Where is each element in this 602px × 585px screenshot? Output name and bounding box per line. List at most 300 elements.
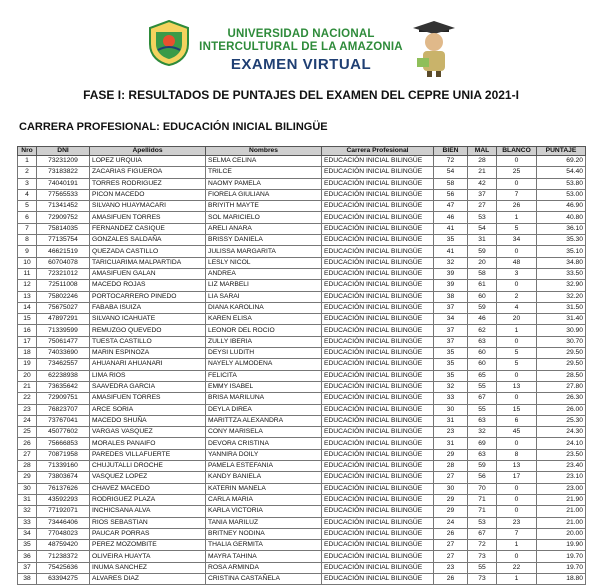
- cell-blanco: 0: [497, 438, 537, 449]
- cell-carrera: EDUCACIÓN INICIAL BILINGÜE: [322, 381, 434, 392]
- cell-dni: 77192071: [37, 506, 90, 517]
- cell-dni: 47897291: [37, 314, 90, 325]
- cell-carrera: EDUCACIÓN INICIAL BILINGÜE: [322, 370, 434, 381]
- cell-nombres: CRISTINA CASTAÑELA: [206, 573, 322, 584]
- cell-apellidos: MACEDO ROJAS: [90, 280, 206, 291]
- cell-bien: 26: [434, 528, 468, 539]
- cell-nombres: SOL MARICIELO: [206, 212, 322, 223]
- cell-puntaje: 21.00: [537, 506, 586, 517]
- cell-bien: 29: [434, 506, 468, 517]
- cell-bien: 31: [434, 438, 468, 449]
- cell-dni: 75675027: [37, 302, 90, 313]
- cell-puntaje: 21.90: [537, 494, 586, 505]
- cell-dni: 43592293: [37, 494, 90, 505]
- table-row: [18, 235, 586, 246]
- cell-carrera: EDUCACIÓN INICIAL BILINGÜE: [322, 246, 434, 257]
- cell-bien: 27: [434, 551, 468, 562]
- cell-dni: 72511008: [37, 280, 90, 291]
- cell-nombres: NAOMY PAMELA: [206, 178, 322, 189]
- cell-nro: 29: [18, 472, 37, 483]
- cell-nombres: JULISSA MARGARITA: [206, 246, 322, 257]
- cell-nro: 19: [18, 359, 37, 370]
- cell-blanco: 0: [497, 156, 537, 167]
- cell-dni: 73231209: [37, 156, 90, 167]
- cell-apellidos: INCHICSANA ALVA: [90, 506, 206, 517]
- cell-nro: 26: [18, 438, 37, 449]
- cell-blanco: 1: [497, 540, 537, 551]
- table-row: [18, 404, 586, 415]
- cell-nombres: DIANA KAROLINA: [206, 302, 322, 313]
- cell-bien: 37: [434, 325, 468, 336]
- cell-dni: 73183822: [37, 167, 90, 178]
- cell-nro: 3: [18, 178, 37, 189]
- table-row: [18, 325, 586, 336]
- cell-mal: 58: [468, 268, 497, 279]
- cell-blanco: 17: [497, 472, 537, 483]
- cell-nombres: EMMY ISABEL: [206, 381, 322, 392]
- cell-apellidos: REMUZGO QUEVEDO: [90, 325, 206, 336]
- cell-puntaje: 32.20: [537, 291, 586, 302]
- cell-mal: 55: [468, 381, 497, 392]
- cell-dni: 62238938: [37, 370, 90, 381]
- cell-nro: 34: [18, 528, 37, 539]
- cell-dni: 74040191: [37, 178, 90, 189]
- table-row: [18, 223, 586, 234]
- cell-bien: 27: [434, 472, 468, 483]
- cell-nro: 1: [18, 156, 37, 167]
- cell-apellidos: TUESTA CASTILLO: [90, 336, 206, 347]
- university-name-line2: INTERCULTURAL DE LA AMAZONIA: [199, 41, 403, 53]
- cell-carrera: EDUCACIÓN INICIAL BILINGÜE: [322, 268, 434, 279]
- cell-blanco: 0: [497, 280, 537, 291]
- cell-blanco: 0: [497, 551, 537, 562]
- cell-puntaje: 23.10: [537, 472, 586, 483]
- table-row: [18, 562, 586, 573]
- cell-mal: 60: [468, 348, 497, 359]
- cell-nro: 13: [18, 291, 37, 302]
- cell-puntaje: 20.00: [537, 528, 586, 539]
- cell-mal: 63: [468, 449, 497, 460]
- cell-nombres: FELICITA: [206, 370, 322, 381]
- cell-puntaje: 53.00: [537, 189, 586, 200]
- cell-bien: 35: [434, 370, 468, 381]
- cell-mal: 56: [468, 472, 497, 483]
- cell-dni: 72909751: [37, 393, 90, 404]
- cell-nombres: LESLY NICOL: [206, 257, 322, 268]
- cell-mal: 63: [468, 336, 497, 347]
- cell-puntaje: 27.80: [537, 381, 586, 392]
- cell-carrera: EDUCACIÓN INICIAL BILINGÜE: [322, 517, 434, 528]
- table-row: [18, 483, 586, 494]
- cell-apellidos: PEREZ MOZOMBITE: [90, 540, 206, 551]
- cell-puntaje: 19.70: [537, 551, 586, 562]
- cell-nro: 5: [18, 201, 37, 212]
- table-row: [18, 336, 586, 347]
- cell-nombres: NAYELY ALMODENA: [206, 359, 322, 370]
- table-row: [18, 348, 586, 359]
- cell-nro: 23: [18, 404, 37, 415]
- cell-apellidos: RIOS SEBASTIAN: [90, 517, 206, 528]
- cell-nombres: MAYRA TAHINA: [206, 551, 322, 562]
- cell-dni: 72321012: [37, 268, 90, 279]
- cell-puntaje: 23.40: [537, 461, 586, 472]
- cell-mal: 20: [468, 257, 497, 268]
- cell-mal: 53: [468, 212, 497, 223]
- cell-puntaje: 18.80: [537, 573, 586, 584]
- cell-carrera: EDUCACIÓN INICIAL BILINGÜE: [322, 189, 434, 200]
- cell-apellidos: AHUANARI AHUANARI: [90, 359, 206, 370]
- cell-dni: 72909752: [37, 212, 90, 223]
- cell-blanco: 0: [497, 494, 537, 505]
- cell-bien: 32: [434, 381, 468, 392]
- cell-bien: 35: [434, 235, 468, 246]
- cell-mal: 69: [468, 438, 497, 449]
- cell-bien: 47: [434, 201, 468, 212]
- cell-carrera: EDUCACIÓN INICIAL BILINGÜE: [322, 314, 434, 325]
- table-row: [18, 472, 586, 483]
- table-row: [18, 528, 586, 539]
- cell-dni: 60704078: [37, 257, 90, 268]
- cell-puntaje: 32.90: [537, 280, 586, 291]
- cell-nombres: BRISA MARILUNA: [206, 393, 322, 404]
- cell-blanco: 2: [497, 291, 537, 302]
- cell-apellidos: INUMA SANCHEZ: [90, 562, 206, 573]
- cell-blanco: 5: [497, 359, 537, 370]
- cell-apellidos: SAAVEDRA GARCIA: [90, 381, 206, 392]
- cell-bien: 33: [434, 393, 468, 404]
- cell-carrera: EDUCACIÓN INICIAL BILINGÜE: [322, 348, 434, 359]
- cell-nro: 31: [18, 494, 37, 505]
- cell-dni: 48759420: [37, 540, 90, 551]
- document-header: [0, 0, 602, 86]
- cell-blanco: 22: [497, 562, 537, 573]
- cell-nombres: LEONOR DEL ROCIO: [206, 325, 322, 336]
- cell-puntaje: 33.50: [537, 268, 586, 279]
- cell-nro: 4: [18, 189, 37, 200]
- cell-nro: 30: [18, 483, 37, 494]
- cell-carrera: EDUCACIÓN INICIAL BILINGÜE: [322, 427, 434, 438]
- cell-bien: 41: [434, 223, 468, 234]
- university-name-line1: UNIVERSIDAD NACIONAL: [227, 28, 375, 40]
- cell-nombres: PAMELA ESTEFANIA: [206, 461, 322, 472]
- cell-nro: 25: [18, 427, 37, 438]
- cell-nro: 28: [18, 461, 37, 472]
- cell-carrera: EDUCACIÓN INICIAL BILINGÜE: [322, 280, 434, 291]
- cell-bien: 35: [434, 359, 468, 370]
- cell-nro: 7: [18, 223, 37, 234]
- cell-carrera: EDUCACIÓN INICIAL BILINGÜE: [322, 528, 434, 539]
- cell-apellidos: AMASIFUEN TORRES: [90, 212, 206, 223]
- cell-dni: 75425636: [37, 562, 90, 573]
- cell-carrera: EDUCACIÓN INICIAL BILINGÜE: [322, 573, 434, 584]
- table-row: [18, 189, 586, 200]
- cell-mal: 63: [468, 415, 497, 426]
- cell-puntaje: 69.20: [537, 156, 586, 167]
- cell-nro: 18: [18, 348, 37, 359]
- cell-mal: 37: [468, 189, 497, 200]
- cell-carrera: EDUCACIÓN INICIAL BILINGÜE: [322, 506, 434, 517]
- cell-puntaje: 54.40: [537, 167, 586, 178]
- table-row: [18, 551, 586, 562]
- cell-blanco: 8: [497, 449, 537, 460]
- cell-nombres: LIZ MARBELI: [206, 280, 322, 291]
- cell-dni: 73803674: [37, 472, 90, 483]
- cell-nombres: DEYLA DIREA: [206, 404, 322, 415]
- cell-mal: 59: [468, 302, 497, 313]
- cell-carrera: EDUCACIÓN INICIAL BILINGÜE: [322, 415, 434, 426]
- cell-apellidos: ALVARES DIAZ: [90, 573, 206, 584]
- cell-dni: 74033690: [37, 348, 90, 359]
- cell-nro: 32: [18, 506, 37, 517]
- cell-nombres: CARLA MARIA: [206, 494, 322, 505]
- cell-dni: 76823707: [37, 404, 90, 415]
- cell-puntaje: 31.50: [537, 302, 586, 313]
- cell-carrera: EDUCACIÓN INICIAL BILINGÜE: [322, 494, 434, 505]
- cell-carrera: EDUCACIÓN INICIAL BILINGÜE: [322, 302, 434, 313]
- cell-puntaje: 35.30: [537, 235, 586, 246]
- cell-bien: 35: [434, 348, 468, 359]
- table-row: [18, 415, 586, 426]
- table-row: [18, 314, 586, 325]
- cell-blanco: 6: [497, 415, 537, 426]
- cell-nombres: FIORELA GIULIANA: [206, 189, 322, 200]
- cell-blanco: 0: [497, 246, 537, 257]
- cell-nombres: DEVORA CRISTINA: [206, 438, 322, 449]
- cell-apellidos: PAREDES VILLAFUERTE: [90, 449, 206, 460]
- cell-blanco: 25: [497, 167, 537, 178]
- cell-mal: 67: [468, 393, 497, 404]
- cell-apellidos: VARGAS VASQUEZ: [90, 427, 206, 438]
- results-table-body: [18, 156, 586, 585]
- cell-blanco: 13: [497, 461, 537, 472]
- cell-mal: 54: [468, 223, 497, 234]
- cell-puntaje: 23.00: [537, 483, 586, 494]
- cell-apellidos: MACEDO SHUÑA: [90, 415, 206, 426]
- cell-apellidos: ARCE SORIA: [90, 404, 206, 415]
- cell-blanco: 23: [497, 517, 537, 528]
- cell-mal: 71: [468, 494, 497, 505]
- cell-dni: 71339160: [37, 461, 90, 472]
- cell-dni: 73462557: [37, 359, 90, 370]
- cell-mal: 65: [468, 370, 497, 381]
- cell-nro: 14: [18, 302, 37, 313]
- cell-blanco: 0: [497, 178, 537, 189]
- cell-puntaje: 29.50: [537, 348, 586, 359]
- cell-bien: 27: [434, 540, 468, 551]
- cell-puntaje: 30.90: [537, 325, 586, 336]
- cell-apellidos: TORRES RODRIGUEZ: [90, 178, 206, 189]
- cell-puntaje: 35.10: [537, 246, 586, 257]
- cell-dni: 73767041: [37, 415, 90, 426]
- cell-mal: 55: [468, 562, 497, 573]
- cell-nro: 17: [18, 336, 37, 347]
- cell-nombres: ZULLY IBERIA: [206, 336, 322, 347]
- table-row: [18, 178, 586, 189]
- cell-dni: 71341452: [37, 201, 90, 212]
- cell-mal: 62: [468, 325, 497, 336]
- cell-dni: 71238372: [37, 551, 90, 562]
- table-row: [18, 212, 586, 223]
- cell-mal: 46: [468, 314, 497, 325]
- career-heading: CARRERA PROFESIONAL: EDUCACIÓN INICIAL BILINGÜE: [19, 121, 328, 133]
- cell-nombres: TRILCE: [206, 167, 322, 178]
- cell-blanco: 45: [497, 427, 537, 438]
- cell-carrera: EDUCACIÓN INICIAL BILINGÜE: [322, 438, 434, 449]
- cell-carrera: EDUCACIÓN INICIAL BILINGÜE: [322, 201, 434, 212]
- cell-apellidos: PICON MACEDO: [90, 189, 206, 200]
- table-row: [18, 201, 586, 212]
- cell-nro: 2: [18, 167, 37, 178]
- cell-blanco: 1: [497, 325, 537, 336]
- cell-mal: 59: [468, 246, 497, 257]
- cell-blanco: 15: [497, 404, 537, 415]
- cell-nombres: THALIA GERMITA: [206, 540, 322, 551]
- cell-nro: 27: [18, 449, 37, 460]
- cell-puntaje: 26.30: [537, 393, 586, 404]
- cell-nro: 33: [18, 517, 37, 528]
- cell-mal: 60: [468, 291, 497, 302]
- cell-bien: 56: [434, 189, 468, 200]
- cell-apellidos: SILVANO HUAYMACARI: [90, 201, 206, 212]
- table-row: [18, 540, 586, 551]
- column-header-blanco: BLANCO: [497, 147, 537, 156]
- cell-blanco: 7: [497, 189, 537, 200]
- cell-nro: 9: [18, 246, 37, 257]
- cell-puntaje: 30.70: [537, 336, 586, 347]
- cell-nombres: ROSA ARMINDA: [206, 562, 322, 573]
- cell-dni: 75666853: [37, 438, 90, 449]
- cell-carrera: EDUCACIÓN INICIAL BILINGÜE: [322, 167, 434, 178]
- cell-apellidos: FERNANDEZ CASIQUE: [90, 223, 206, 234]
- cell-mal: 32: [468, 427, 497, 438]
- table-row: [18, 449, 586, 460]
- cell-apellidos: CHAVEZ MACEDO: [90, 483, 206, 494]
- cell-nombres: LIA SARAI: [206, 291, 322, 302]
- cell-puntaje: 28.50: [537, 370, 586, 381]
- cell-puntaje: 34.80: [537, 257, 586, 268]
- cell-dni: 71339599: [37, 325, 90, 336]
- cell-blanco: 3: [497, 268, 537, 279]
- table-row: [18, 280, 586, 291]
- cell-mal: 73: [468, 573, 497, 584]
- cell-dni: 77135754: [37, 235, 90, 246]
- cell-blanco: 0: [497, 506, 537, 517]
- cell-carrera: EDUCACIÓN INICIAL BILINGÜE: [322, 235, 434, 246]
- cell-dni: 70871958: [37, 449, 90, 460]
- column-header-nombres: Nombres: [206, 147, 322, 156]
- cell-carrera: EDUCACIÓN INICIAL BILINGÜE: [322, 472, 434, 483]
- table-row: [18, 427, 586, 438]
- cell-nro: 21: [18, 381, 37, 392]
- cell-mal: 72: [468, 540, 497, 551]
- cell-carrera: EDUCACIÓN INICIAL BILINGÜE: [322, 291, 434, 302]
- cell-carrera: EDUCACIÓN INICIAL BILINGÜE: [322, 540, 434, 551]
- table-row: [18, 381, 586, 392]
- cell-puntaje: 36.10: [537, 223, 586, 234]
- cell-bien: 29: [434, 494, 468, 505]
- cell-bien: 31: [434, 415, 468, 426]
- cell-nombres: SELMA CELINA: [206, 156, 322, 167]
- cell-puntaje: 25.30: [537, 415, 586, 426]
- cell-nro: 16: [18, 325, 37, 336]
- table-row: [18, 291, 586, 302]
- cell-puntaje: 24.10: [537, 438, 586, 449]
- cell-nombres: BRISSY DANIELA: [206, 235, 322, 246]
- cell-blanco: 5: [497, 223, 537, 234]
- cell-mal: 71: [468, 506, 497, 517]
- cell-apellidos: PORTOCARRERO PINEDO: [90, 291, 206, 302]
- cell-carrera: EDUCACIÓN INICIAL BILINGÜE: [322, 212, 434, 223]
- cell-bien: 54: [434, 167, 468, 178]
- cell-apellidos: ZACARIAS FIGUEROA: [90, 167, 206, 178]
- cell-carrera: EDUCACIÓN INICIAL BILINGÜE: [322, 393, 434, 404]
- cell-mal: 60: [468, 359, 497, 370]
- exam-title: EXAMEN VIRTUAL: [230, 56, 372, 73]
- cell-mal: 70: [468, 483, 497, 494]
- cell-dni: 77048023: [37, 528, 90, 539]
- cell-blanco: 5: [497, 348, 537, 359]
- cell-bien: 58: [434, 178, 468, 189]
- cell-nro: 35: [18, 540, 37, 551]
- cell-nombres: TANIA MARILUZ: [206, 517, 322, 528]
- cell-blanco: 4: [497, 302, 537, 313]
- cell-mal: 42: [468, 178, 497, 189]
- cell-nro: 11: [18, 268, 37, 279]
- cell-apellidos: MORALES PANAIFO: [90, 438, 206, 449]
- cell-mal: 28: [468, 156, 497, 167]
- cell-mal: 59: [468, 461, 497, 472]
- cell-puntaje: 19.70: [537, 562, 586, 573]
- cell-apellidos: MARIN ESPINOZA: [90, 348, 206, 359]
- table-row: [18, 438, 586, 449]
- cell-apellidos: OLIVEIRA HUAYTA: [90, 551, 206, 562]
- student-mascot-icon: [411, 20, 457, 78]
- cell-bien: 24: [434, 517, 468, 528]
- cell-blanco: 0: [497, 483, 537, 494]
- cell-puntaje: 29.50: [537, 359, 586, 370]
- cell-mal: 27: [468, 201, 497, 212]
- cell-blanco: 1: [497, 573, 537, 584]
- table-row: [18, 494, 586, 505]
- table-row: [18, 246, 586, 257]
- cell-carrera: EDUCACIÓN INICIAL BILINGÜE: [322, 404, 434, 415]
- cell-bien: 72: [434, 156, 468, 167]
- table-row: [18, 370, 586, 381]
- page-title: FASE I: RESULTADOS DE PUNTAJES DEL EXAMEN DEL CEPRE UNIA 2021-I: [83, 88, 519, 102]
- cell-carrera: EDUCACIÓN INICIAL BILINGÜE: [322, 156, 434, 167]
- cell-apellidos: SILVANO ICAHUATE: [90, 314, 206, 325]
- table-row: [18, 302, 586, 313]
- table-row: [18, 517, 586, 528]
- cell-nombres: MARITTZA ALEXANDRA: [206, 415, 322, 426]
- cell-mal: 55: [468, 404, 497, 415]
- table-row: [18, 359, 586, 370]
- cell-blanco: 26: [497, 201, 537, 212]
- cell-carrera: EDUCACIÓN INICIAL BILINGÜE: [322, 325, 434, 336]
- cell-apellidos: PAUCAR PORRAS: [90, 528, 206, 539]
- cell-carrera: EDUCACIÓN INICIAL BILINGÜE: [322, 449, 434, 460]
- cell-nombres: CONY MARISELA: [206, 427, 322, 438]
- cell-apellidos: LIMA RIOS: [90, 370, 206, 381]
- column-header-dni: DNI: [37, 147, 90, 156]
- cell-bien: 37: [434, 336, 468, 347]
- cell-puntaje: 31.40: [537, 314, 586, 325]
- cell-puntaje: 26.00: [537, 404, 586, 415]
- cell-puntaje: 46.90: [537, 201, 586, 212]
- cell-apellidos: AMASIFUEN GALAN: [90, 268, 206, 279]
- cell-apellidos: TARICUARIMA MALPARTIDA: [90, 257, 206, 268]
- cell-nombres: KAREN ELISA: [206, 314, 322, 325]
